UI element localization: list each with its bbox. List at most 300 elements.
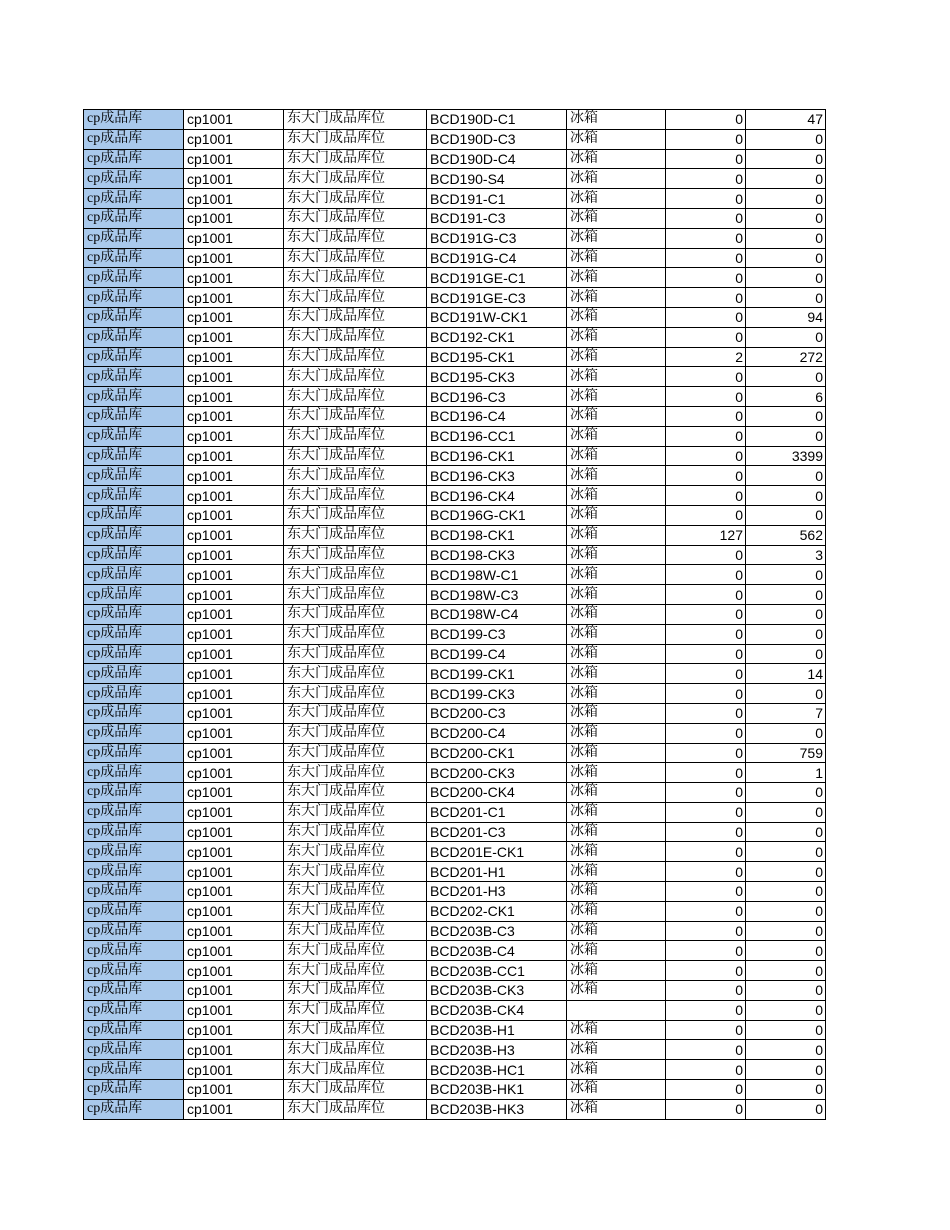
qty-b-cell[interactable]: 14 <box>746 664 826 684</box>
warehouse-cell[interactable]: cp成品库 <box>84 981 184 1001</box>
model-cell[interactable]: BCD191G-C4 <box>427 248 567 268</box>
category-cell[interactable]: 冰箱 <box>567 842 666 862</box>
qty-b-cell[interactable]: 0 <box>746 1040 826 1060</box>
category-cell[interactable]: 冰箱 <box>567 189 666 209</box>
category-cell[interactable]: 冰箱 <box>567 228 666 248</box>
qty-a-cell[interactable]: 0 <box>666 446 746 466</box>
model-cell[interactable]: BCD196-C3 <box>427 387 567 407</box>
code-cell[interactable]: cp1001 <box>184 585 284 605</box>
category-cell[interactable]: 冰箱 <box>567 822 666 842</box>
qty-b-cell[interactable]: 0 <box>746 842 826 862</box>
model-cell[interactable]: BCD195-CK1 <box>427 347 567 367</box>
warehouse-cell[interactable]: cp成品库 <box>84 288 184 308</box>
qty-b-cell[interactable]: 0 <box>746 723 826 743</box>
code-cell[interactable]: cp1001 <box>184 486 284 506</box>
qty-b-cell[interactable]: 0 <box>746 1000 826 1020</box>
model-cell[interactable]: BCD201-H1 <box>427 862 567 882</box>
model-cell[interactable]: BCD203B-HK1 <box>427 1080 567 1100</box>
model-cell[interactable]: BCD203B-HC1 <box>427 1060 567 1080</box>
qty-a-cell[interactable]: 0 <box>666 268 746 288</box>
code-cell[interactable]: cp1001 <box>184 1080 284 1100</box>
model-cell[interactable]: BCD191W-CK1 <box>427 307 567 327</box>
location-cell[interactable]: 东大门成品库位 <box>284 1040 427 1060</box>
model-cell[interactable]: BCD192-CK1 <box>427 327 567 347</box>
warehouse-cell[interactable]: cp成品库 <box>84 525 184 545</box>
model-cell[interactable]: BCD190-S4 <box>427 169 567 189</box>
location-cell[interactable]: 东大门成品库位 <box>284 426 427 446</box>
category-cell[interactable]: 冰箱 <box>567 446 666 466</box>
code-cell[interactable]: cp1001 <box>184 644 284 664</box>
location-cell[interactable]: 东大门成品库位 <box>284 604 427 624</box>
location-cell[interactable]: 东大门成品库位 <box>284 842 427 862</box>
warehouse-cell[interactable]: cp成品库 <box>84 149 184 169</box>
qty-a-cell[interactable]: 0 <box>666 110 746 130</box>
warehouse-cell[interactable]: cp成品库 <box>84 387 184 407</box>
qty-b-cell[interactable]: 3 <box>746 545 826 565</box>
category-cell[interactable]: 冰箱 <box>567 110 666 130</box>
qty-b-cell[interactable]: 0 <box>746 189 826 209</box>
qty-a-cell[interactable]: 0 <box>666 743 746 763</box>
code-cell[interactable]: cp1001 <box>184 822 284 842</box>
qty-a-cell[interactable]: 0 <box>666 684 746 704</box>
location-cell[interactable]: 东大门成品库位 <box>284 208 427 228</box>
qty-b-cell[interactable]: 0 <box>746 426 826 446</box>
qty-a-cell[interactable]: 0 <box>666 624 746 644</box>
location-cell[interactable]: 东大门成品库位 <box>284 367 427 387</box>
category-cell[interactable]: 冰箱 <box>567 763 666 783</box>
qty-a-cell[interactable]: 0 <box>666 189 746 209</box>
code-cell[interactable]: cp1001 <box>184 723 284 743</box>
warehouse-cell[interactable]: cp成品库 <box>84 129 184 149</box>
category-cell[interactable]: 冰箱 <box>567 406 666 426</box>
location-cell[interactable]: 东大门成品库位 <box>284 723 427 743</box>
qty-b-cell[interactable]: 0 <box>746 169 826 189</box>
warehouse-cell[interactable]: cp成品库 <box>84 208 184 228</box>
warehouse-cell[interactable]: cp成品库 <box>84 624 184 644</box>
code-cell[interactable]: cp1001 <box>184 545 284 565</box>
qty-b-cell[interactable]: 0 <box>746 981 826 1001</box>
location-cell[interactable]: 东大门成品库位 <box>284 248 427 268</box>
warehouse-cell[interactable]: cp成品库 <box>84 268 184 288</box>
category-cell[interactable]: 冰箱 <box>567 604 666 624</box>
model-cell[interactable]: BCD202-CK1 <box>427 901 567 921</box>
qty-b-cell[interactable]: 0 <box>746 901 826 921</box>
location-cell[interactable]: 东大门成品库位 <box>284 545 427 565</box>
category-cell[interactable]: 冰箱 <box>567 426 666 446</box>
qty-b-cell[interactable]: 0 <box>746 862 826 882</box>
qty-b-cell[interactable]: 0 <box>746 208 826 228</box>
code-cell[interactable]: cp1001 <box>184 466 284 486</box>
location-cell[interactable]: 东大门成品库位 <box>284 585 427 605</box>
model-cell[interactable]: BCD203B-CK3 <box>427 981 567 1001</box>
code-cell[interactable]: cp1001 <box>184 703 284 723</box>
location-cell[interactable]: 东大门成品库位 <box>284 802 427 822</box>
model-cell[interactable]: BCD198W-C3 <box>427 585 567 605</box>
qty-b-cell[interactable]: 0 <box>746 268 826 288</box>
category-cell[interactable]: 冰箱 <box>567 268 666 288</box>
warehouse-cell[interactable]: cp成品库 <box>84 585 184 605</box>
model-cell[interactable]: BCD198W-C1 <box>427 565 567 585</box>
qty-a-cell[interactable]: 0 <box>666 1060 746 1080</box>
qty-b-cell[interactable]: 0 <box>746 406 826 426</box>
code-cell[interactable]: cp1001 <box>184 110 284 130</box>
qty-b-cell[interactable]: 0 <box>746 783 826 803</box>
code-cell[interactable]: cp1001 <box>184 1020 284 1040</box>
category-cell[interactable]: 冰箱 <box>567 387 666 407</box>
location-cell[interactable]: 东大门成品库位 <box>284 941 427 961</box>
qty-a-cell[interactable]: 0 <box>666 783 746 803</box>
code-cell[interactable]: cp1001 <box>184 1000 284 1020</box>
code-cell[interactable]: cp1001 <box>184 981 284 1001</box>
category-cell[interactable]: 冰箱 <box>567 703 666 723</box>
location-cell[interactable]: 东大门成品库位 <box>284 307 427 327</box>
location-cell[interactable]: 东大门成品库位 <box>284 901 427 921</box>
warehouse-cell[interactable]: cp成品库 <box>84 723 184 743</box>
location-cell[interactable]: 东大门成品库位 <box>284 961 427 981</box>
warehouse-cell[interactable]: cp成品库 <box>84 406 184 426</box>
location-cell[interactable]: 东大门成品库位 <box>284 624 427 644</box>
qty-a-cell[interactable]: 0 <box>666 882 746 902</box>
model-cell[interactable]: BCD203B-H1 <box>427 1020 567 1040</box>
category-cell[interactable]: 冰箱 <box>567 208 666 228</box>
warehouse-cell[interactable]: cp成品库 <box>84 446 184 466</box>
qty-a-cell[interactable]: 2 <box>666 347 746 367</box>
code-cell[interactable]: cp1001 <box>184 307 284 327</box>
qty-b-cell[interactable]: 0 <box>746 585 826 605</box>
code-cell[interactable]: cp1001 <box>184 604 284 624</box>
warehouse-cell[interactable]: cp成品库 <box>84 1020 184 1040</box>
code-cell[interactable]: cp1001 <box>184 446 284 466</box>
qty-b-cell[interactable]: 0 <box>746 921 826 941</box>
qty-a-cell[interactable]: 0 <box>666 149 746 169</box>
model-cell[interactable]: BCD203B-HK3 <box>427 1099 567 1119</box>
category-cell[interactable]: 冰箱 <box>567 466 666 486</box>
warehouse-cell[interactable]: cp成品库 <box>84 189 184 209</box>
location-cell[interactable]: 东大门成品库位 <box>284 486 427 506</box>
location-cell[interactable]: 东大门成品库位 <box>284 862 427 882</box>
warehouse-cell[interactable]: cp成品库 <box>84 327 184 347</box>
model-cell[interactable]: BCD196-CK1 <box>427 446 567 466</box>
location-cell[interactable]: 东大门成品库位 <box>284 684 427 704</box>
category-cell[interactable]: 冰箱 <box>567 248 666 268</box>
qty-b-cell[interactable]: 0 <box>746 565 826 585</box>
qty-b-cell[interactable]: 0 <box>746 248 826 268</box>
model-cell[interactable]: BCD198-CK3 <box>427 545 567 565</box>
category-cell[interactable]: 冰箱 <box>567 644 666 664</box>
qty-a-cell[interactable]: 0 <box>666 169 746 189</box>
model-cell[interactable]: BCD198-CK1 <box>427 525 567 545</box>
model-cell[interactable]: BCD199-CK1 <box>427 664 567 684</box>
warehouse-cell[interactable]: cp成品库 <box>84 644 184 664</box>
qty-b-cell[interactable]: 0 <box>746 1099 826 1119</box>
model-cell[interactable]: BCD203B-C3 <box>427 921 567 941</box>
location-cell[interactable]: 东大门成品库位 <box>284 129 427 149</box>
qty-a-cell[interactable]: 0 <box>666 1099 746 1119</box>
qty-a-cell[interactable]: 0 <box>666 644 746 664</box>
category-cell[interactable]: 冰箱 <box>567 802 666 822</box>
category-cell[interactable]: 冰箱 <box>567 862 666 882</box>
category-cell[interactable]: 冰箱 <box>567 367 666 387</box>
qty-b-cell[interactable]: 0 <box>746 961 826 981</box>
location-cell[interactable]: 东大门成品库位 <box>284 169 427 189</box>
qty-b-cell[interactable]: 0 <box>746 288 826 308</box>
location-cell[interactable]: 东大门成品库位 <box>284 1000 427 1020</box>
code-cell[interactable]: cp1001 <box>184 367 284 387</box>
qty-b-cell[interactable]: 1 <box>746 763 826 783</box>
model-cell[interactable]: BCD191-C1 <box>427 189 567 209</box>
code-cell[interactable]: cp1001 <box>184 1099 284 1119</box>
category-cell[interactable]: 冰箱 <box>567 149 666 169</box>
qty-b-cell[interactable]: 0 <box>746 228 826 248</box>
category-cell[interactable]: 冰箱 <box>567 1020 666 1040</box>
warehouse-cell[interactable]: cp成品库 <box>84 921 184 941</box>
qty-a-cell[interactable]: 0 <box>666 406 746 426</box>
qty-a-cell[interactable]: 0 <box>666 129 746 149</box>
location-cell[interactable]: 东大门成品库位 <box>284 288 427 308</box>
qty-a-cell[interactable]: 0 <box>666 604 746 624</box>
warehouse-cell[interactable]: cp成品库 <box>84 684 184 704</box>
qty-b-cell[interactable]: 0 <box>746 644 826 664</box>
warehouse-cell[interactable]: cp成品库 <box>84 1080 184 1100</box>
code-cell[interactable]: cp1001 <box>184 129 284 149</box>
model-cell[interactable]: BCD196-CC1 <box>427 426 567 446</box>
qty-b-cell[interactable]: 562 <box>746 525 826 545</box>
qty-b-cell[interactable]: 0 <box>746 367 826 387</box>
code-cell[interactable]: cp1001 <box>184 505 284 525</box>
model-cell[interactable]: BCD201-C3 <box>427 822 567 842</box>
category-cell[interactable]: 冰箱 <box>567 327 666 347</box>
code-cell[interactable]: cp1001 <box>184 288 284 308</box>
qty-a-cell[interactable]: 0 <box>666 228 746 248</box>
code-cell[interactable]: cp1001 <box>184 921 284 941</box>
qty-a-cell[interactable]: 0 <box>666 486 746 506</box>
qty-a-cell[interactable]: 0 <box>666 703 746 723</box>
model-cell[interactable]: BCD191G-C3 <box>427 228 567 248</box>
qty-b-cell[interactable]: 0 <box>746 1020 826 1040</box>
qty-a-cell[interactable]: 0 <box>666 387 746 407</box>
code-cell[interactable]: cp1001 <box>184 525 284 545</box>
code-cell[interactable]: cp1001 <box>184 189 284 209</box>
location-cell[interactable]: 东大门成品库位 <box>284 406 427 426</box>
model-cell[interactable]: BCD200-C3 <box>427 703 567 723</box>
location-cell[interactable]: 东大门成品库位 <box>284 1080 427 1100</box>
warehouse-cell[interactable]: cp成品库 <box>84 802 184 822</box>
category-cell[interactable]: 冰箱 <box>567 525 666 545</box>
model-cell[interactable]: BCD199-C3 <box>427 624 567 644</box>
qty-a-cell[interactable]: 0 <box>666 802 746 822</box>
model-cell[interactable]: BCD196-CK3 <box>427 466 567 486</box>
location-cell[interactable]: 东大门成品库位 <box>284 822 427 842</box>
model-cell[interactable]: BCD200-CK4 <box>427 783 567 803</box>
location-cell[interactable]: 东大门成品库位 <box>284 268 427 288</box>
qty-a-cell[interactable]: 0 <box>666 307 746 327</box>
category-cell[interactable]: 冰箱 <box>567 743 666 763</box>
qty-a-cell[interactable]: 0 <box>666 545 746 565</box>
warehouse-cell[interactable]: cp成品库 <box>84 466 184 486</box>
location-cell[interactable]: 东大门成品库位 <box>284 743 427 763</box>
model-cell[interactable]: BCD201E-CK1 <box>427 842 567 862</box>
qty-a-cell[interactable]: 0 <box>666 585 746 605</box>
code-cell[interactable]: cp1001 <box>184 941 284 961</box>
location-cell[interactable]: 东大门成品库位 <box>284 228 427 248</box>
code-cell[interactable]: cp1001 <box>184 426 284 446</box>
code-cell[interactable]: cp1001 <box>184 664 284 684</box>
category-cell[interactable]: 冰箱 <box>567 288 666 308</box>
qty-b-cell[interactable]: 0 <box>746 466 826 486</box>
qty-a-cell[interactable]: 0 <box>666 426 746 446</box>
code-cell[interactable]: cp1001 <box>184 802 284 822</box>
qty-a-cell[interactable]: 0 <box>666 505 746 525</box>
location-cell[interactable]: 东大门成品库位 <box>284 1099 427 1119</box>
model-cell[interactable]: BCD191-C3 <box>427 208 567 228</box>
warehouse-cell[interactable]: cp成品库 <box>84 426 184 446</box>
warehouse-cell[interactable]: cp成品库 <box>84 565 184 585</box>
category-cell[interactable]: 冰箱 <box>567 901 666 921</box>
category-cell[interactable]: 冰箱 <box>567 783 666 803</box>
category-cell[interactable]: 冰箱 <box>567 624 666 644</box>
qty-b-cell[interactable]: 0 <box>746 604 826 624</box>
qty-a-cell[interactable]: 0 <box>666 1000 746 1020</box>
code-cell[interactable]: cp1001 <box>184 169 284 189</box>
qty-a-cell[interactable]: 0 <box>666 248 746 268</box>
warehouse-cell[interactable]: cp成品库 <box>84 961 184 981</box>
warehouse-cell[interactable]: cp成品库 <box>84 110 184 130</box>
qty-b-cell[interactable]: 0 <box>746 941 826 961</box>
model-cell[interactable]: BCD201-C1 <box>427 802 567 822</box>
location-cell[interactable]: 东大门成品库位 <box>284 110 427 130</box>
category-cell[interactable]: 冰箱 <box>567 169 666 189</box>
warehouse-cell[interactable]: cp成品库 <box>84 1060 184 1080</box>
category-cell[interactable]: 冰箱 <box>567 486 666 506</box>
location-cell[interactable]: 东大门成品库位 <box>284 446 427 466</box>
location-cell[interactable]: 东大门成品库位 <box>284 703 427 723</box>
qty-a-cell[interactable]: 0 <box>666 921 746 941</box>
warehouse-cell[interactable]: cp成品库 <box>84 862 184 882</box>
warehouse-cell[interactable]: cp成品库 <box>84 486 184 506</box>
code-cell[interactable]: cp1001 <box>184 684 284 704</box>
qty-b-cell[interactable]: 0 <box>746 624 826 644</box>
location-cell[interactable]: 东大门成品库位 <box>284 189 427 209</box>
warehouse-cell[interactable]: cp成品库 <box>84 169 184 189</box>
model-cell[interactable]: BCD203B-C4 <box>427 941 567 961</box>
warehouse-cell[interactable]: cp成品库 <box>84 882 184 902</box>
warehouse-cell[interactable]: cp成品库 <box>84 1000 184 1020</box>
location-cell[interactable]: 东大门成品库位 <box>284 525 427 545</box>
model-cell[interactable]: BCD196-C4 <box>427 406 567 426</box>
category-cell[interactable]: 冰箱 <box>567 585 666 605</box>
warehouse-cell[interactable]: cp成品库 <box>84 901 184 921</box>
category-cell[interactable]: 冰箱 <box>567 505 666 525</box>
category-cell[interactable]: 冰箱 <box>567 565 666 585</box>
code-cell[interactable]: cp1001 <box>184 248 284 268</box>
category-cell[interactable]: 冰箱 <box>567 723 666 743</box>
warehouse-cell[interactable]: cp成品库 <box>84 505 184 525</box>
qty-a-cell[interactable]: 0 <box>666 842 746 862</box>
qty-a-cell[interactable]: 0 <box>666 664 746 684</box>
location-cell[interactable]: 东大门成品库位 <box>284 466 427 486</box>
qty-a-cell[interactable]: 0 <box>666 288 746 308</box>
warehouse-cell[interactable]: cp成品库 <box>84 307 184 327</box>
warehouse-cell[interactable]: cp成品库 <box>84 941 184 961</box>
code-cell[interactable]: cp1001 <box>184 783 284 803</box>
category-cell[interactable]: 冰箱 <box>567 129 666 149</box>
model-cell[interactable]: BCD191GE-C3 <box>427 288 567 308</box>
model-cell[interactable]: BCD203B-CC1 <box>427 961 567 981</box>
warehouse-cell[interactable]: cp成品库 <box>84 783 184 803</box>
qty-a-cell[interactable]: 127 <box>666 525 746 545</box>
location-cell[interactable]: 东大门成品库位 <box>284 149 427 169</box>
category-cell[interactable]: 冰箱 <box>567 1080 666 1100</box>
qty-b-cell[interactable]: 0 <box>746 1080 826 1100</box>
model-cell[interactable]: BCD199-C4 <box>427 644 567 664</box>
warehouse-cell[interactable]: cp成品库 <box>84 228 184 248</box>
code-cell[interactable]: cp1001 <box>184 387 284 407</box>
qty-b-cell[interactable]: 0 <box>746 327 826 347</box>
model-cell[interactable]: BCD190D-C4 <box>427 149 567 169</box>
qty-a-cell[interactable]: 0 <box>666 862 746 882</box>
location-cell[interactable]: 东大门成品库位 <box>284 664 427 684</box>
category-cell[interactable]: 冰箱 <box>567 882 666 902</box>
code-cell[interactable]: cp1001 <box>184 882 284 902</box>
code-cell[interactable]: cp1001 <box>184 862 284 882</box>
model-cell[interactable]: BCD195-CK3 <box>427 367 567 387</box>
category-cell[interactable] <box>567 1000 666 1020</box>
model-cell[interactable]: BCD203B-CK4 <box>427 1000 567 1020</box>
model-cell[interactable]: BCD199-CK3 <box>427 684 567 704</box>
category-cell[interactable]: 冰箱 <box>567 664 666 684</box>
warehouse-cell[interactable]: cp成品库 <box>84 604 184 624</box>
qty-b-cell[interactable]: 0 <box>746 822 826 842</box>
qty-a-cell[interactable]: 0 <box>666 961 746 981</box>
qty-b-cell[interactable]: 0 <box>746 1060 826 1080</box>
model-cell[interactable]: BCD200-C4 <box>427 723 567 743</box>
code-cell[interactable]: cp1001 <box>184 901 284 921</box>
location-cell[interactable]: 东大门成品库位 <box>284 644 427 664</box>
qty-b-cell[interactable]: 47 <box>746 110 826 130</box>
model-cell[interactable]: BCD190D-C1 <box>427 110 567 130</box>
qty-a-cell[interactable]: 0 <box>666 208 746 228</box>
qty-b-cell[interactable]: 0 <box>746 802 826 822</box>
warehouse-cell[interactable]: cp成品库 <box>84 763 184 783</box>
model-cell[interactable]: BCD190D-C3 <box>427 129 567 149</box>
qty-a-cell[interactable]: 0 <box>666 763 746 783</box>
location-cell[interactable]: 东大门成品库位 <box>284 783 427 803</box>
qty-b-cell[interactable]: 0 <box>746 486 826 506</box>
model-cell[interactable]: BCD200-CK3 <box>427 763 567 783</box>
warehouse-cell[interactable]: cp成品库 <box>84 743 184 763</box>
warehouse-cell[interactable]: cp成品库 <box>84 1040 184 1060</box>
code-cell[interactable]: cp1001 <box>184 268 284 288</box>
category-cell[interactable]: 冰箱 <box>567 921 666 941</box>
qty-a-cell[interactable]: 0 <box>666 901 746 921</box>
qty-a-cell[interactable]: 0 <box>666 466 746 486</box>
qty-a-cell[interactable]: 0 <box>666 327 746 347</box>
location-cell[interactable]: 东大门成品库位 <box>284 347 427 367</box>
code-cell[interactable]: cp1001 <box>184 1060 284 1080</box>
code-cell[interactable]: cp1001 <box>184 149 284 169</box>
warehouse-cell[interactable]: cp成品库 <box>84 703 184 723</box>
qty-a-cell[interactable]: 0 <box>666 723 746 743</box>
qty-b-cell[interactable]: 7 <box>746 703 826 723</box>
qty-b-cell[interactable]: 759 <box>746 743 826 763</box>
qty-a-cell[interactable]: 0 <box>666 1080 746 1100</box>
category-cell[interactable]: 冰箱 <box>567 307 666 327</box>
code-cell[interactable]: cp1001 <box>184 1040 284 1060</box>
category-cell[interactable]: 冰箱 <box>567 1060 666 1080</box>
code-cell[interactable]: cp1001 <box>184 208 284 228</box>
qty-b-cell[interactable]: 0 <box>746 149 826 169</box>
qty-b-cell[interactable]: 0 <box>746 129 826 149</box>
